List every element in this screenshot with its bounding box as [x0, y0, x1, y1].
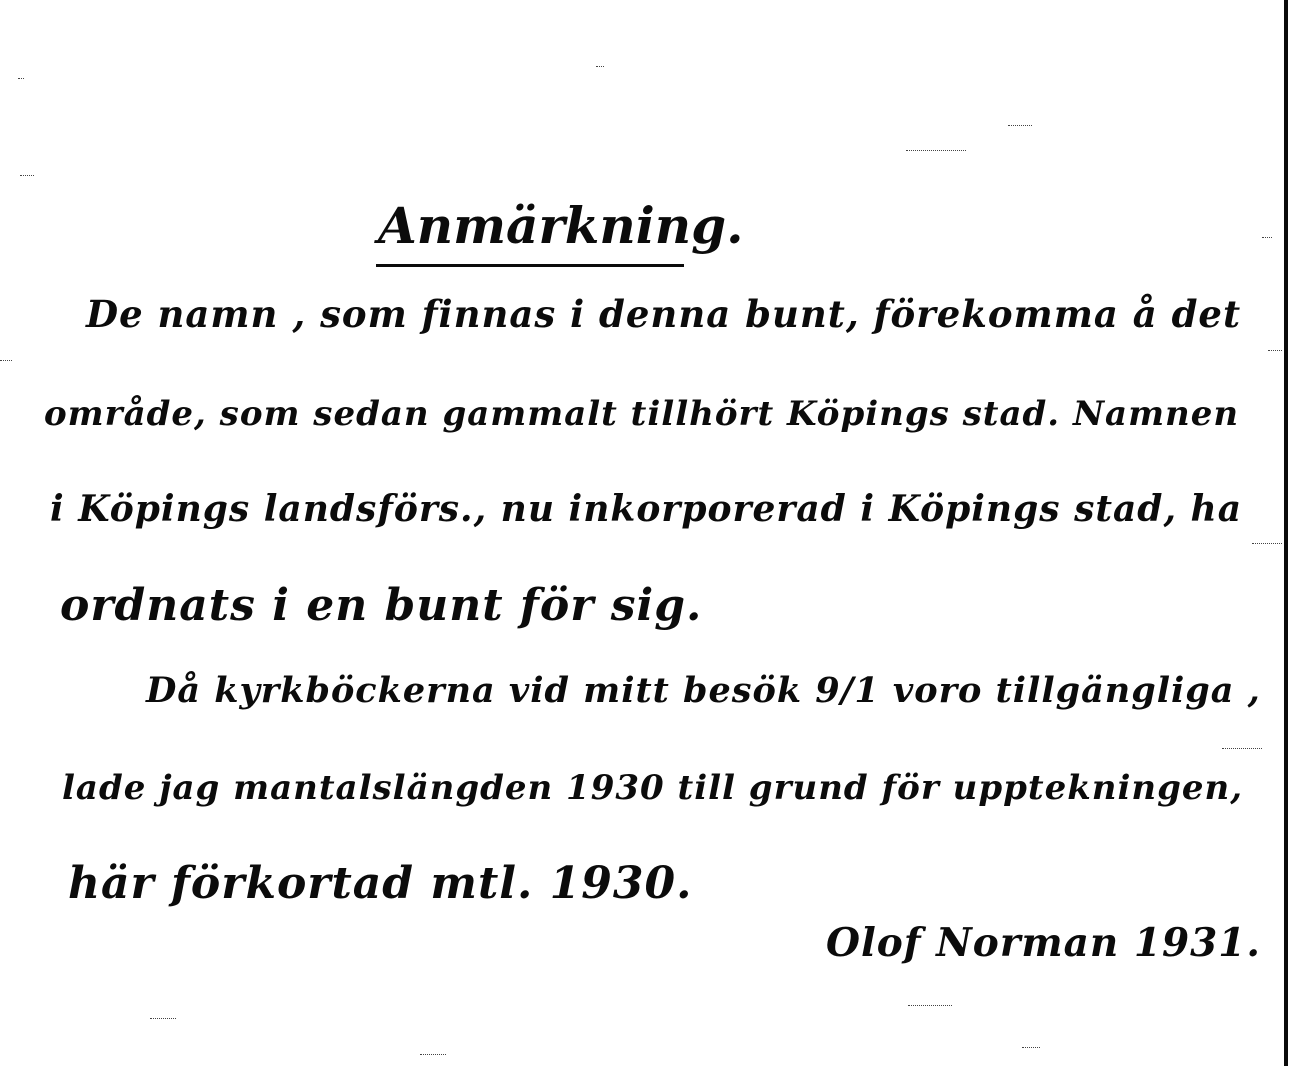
- text-line: område, som sedan gammalt tillhört Köpings stad. Namnen: [44, 394, 1240, 434]
- scan-speck: [908, 1005, 952, 1006]
- scan-speck: [150, 1018, 176, 1019]
- scan-speck: [1008, 125, 1032, 126]
- signature: Olof Norman 1931.: [826, 920, 1261, 966]
- document-heading: Anmärkning.: [378, 196, 744, 255]
- heading-underline: [376, 264, 684, 267]
- scan-speck: [20, 175, 34, 176]
- text-line: här förkortad mtl. 1930.: [68, 858, 693, 909]
- scan-speck: [420, 1054, 446, 1055]
- scan-speck: [1262, 237, 1272, 238]
- text-line: ordnats i en bunt för sig.: [60, 580, 703, 631]
- text-line: Då kyrkböckerna vid mitt besök 9/1 voro tillgängliga ,: [146, 670, 1261, 711]
- scan-speck: [1222, 748, 1262, 749]
- text-line: De namn , som finnas i denna bunt, förekomma å det: [86, 292, 1242, 336]
- scan-speck: [1252, 543, 1282, 544]
- scan-speck: [596, 66, 604, 67]
- scan-edge-line: [1284, 0, 1288, 1066]
- scan-speck: [1022, 1047, 1040, 1048]
- text-line: i Köpings landsförs., nu inkorporerad i Köpings stad, ha: [50, 488, 1243, 530]
- scan-speck: [18, 78, 24, 79]
- scan-speck: [0, 360, 12, 361]
- scan-speck: [906, 150, 966, 151]
- text-line: lade jag mantalslängden 1930 till grund för upptekningen,: [62, 768, 1244, 808]
- scan-speck: [1268, 350, 1282, 351]
